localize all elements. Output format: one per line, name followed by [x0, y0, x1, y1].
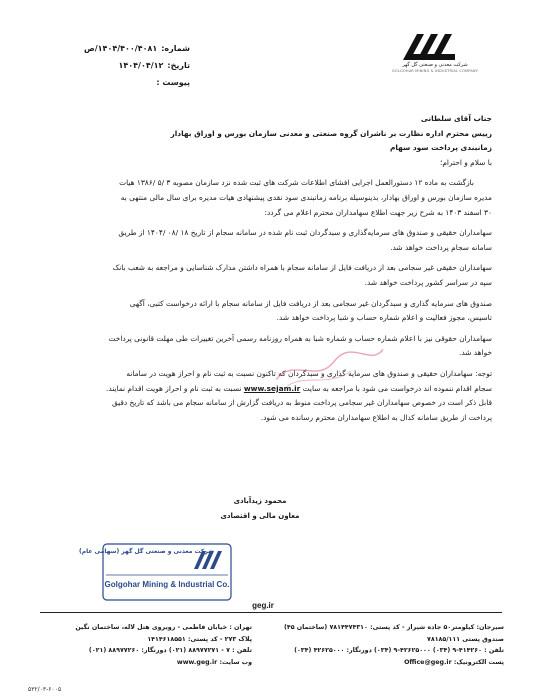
- sejam-after: نسبت به ثبت نام و احراز هویت اقدام نمایند.: [105, 383, 242, 393]
- letter-body: [38, 112, 492, 425]
- footer-divider: [40, 612, 502, 613]
- paragraph-line: صندوق های سرمایه گذاری و سبدگردان غیر سجامی بعد از دریافت فایل از سامانه سجام با ارائه درخواست کتبی، آگهی: [129, 298, 492, 308]
- recipient: جناب آقای سلطانی: [420, 114, 492, 123]
- footer-line: تلفن : ۴۱۴۲۶۰-۹ (۰۳۴) ۴۲۶۲۵۰۰۰-۹ (۰۳۴) دورنگار: ۴۲۶۲۵۰۰۰ (۰۳۴): [294, 647, 504, 654]
- footer-line: سیرجان: کیلومتر۵۰ جاده شیراز - کد پستی: ۷۸۱۴۴۷۴۳۱۰ (ساختمان ۴۵): [283, 624, 504, 631]
- footer-sirjan-address: [283, 622, 504, 668]
- meta-attachment: [70, 74, 190, 91]
- meta-number: [70, 40, 190, 57]
- paragraph-line: مدیره سازمان بورس و اوراق بهادار، بدینوسیله برنامه زمانبندی سود نقدی پیشنهادی هیات مدیره برای سال مالی منتهی به: [120, 192, 492, 202]
- signatory-title: معاون مالی و اقتصادی: [220, 512, 300, 520]
- letter-meta: [70, 40, 190, 91]
- subject: زمانبندی پرداخت سود سهام: [389, 143, 492, 153]
- paragraph-line: سپه در سراسر کشور پرداخت خواهد شد.: [364, 277, 492, 287]
- greeting: با سلام و احترام؛: [439, 157, 492, 167]
- paragraph-line: سهامداران حقوقی نیز با اعلام شماره حساب و شماره شبا به همراه روزنامه رسمی آخرین تغییرات طی مهلت قانونی پرداخت: [108, 333, 492, 343]
- paragraph-6: [38, 367, 492, 396]
- form-code: ۵۳۲/۰۳-۶۰۰۵: [28, 686, 62, 693]
- footer-line: وب سایت: www.geg.ir: [176, 658, 252, 666]
- number-label: شماره:: [161, 44, 190, 53]
- date-value: ۱۴۰۴/۰۴/۱۲: [118, 61, 164, 70]
- paragraph-line: تاسیس، مجوز فعالیت و اعلام شماره حساب و شبا پرداخت خواهد شد.: [276, 313, 492, 323]
- footer-website[interactable]: geg.ir: [238, 601, 288, 610]
- paragraph-line: سهامداران حقیقی و صندوق های سرمایه‌گذاری و سبدگردان ثبت نام شده در سامانه سجام از تاریخ ۱۸ /۰۸ /۱۴۰۴ از طریق: [118, 228, 492, 238]
- stamp-text-en: Golgohar Mining & Industrial Co.: [104, 580, 230, 589]
- meta-date: [70, 57, 190, 74]
- paragraph-line: بازگشت به ماده ۱۲ دستورالعمل اجرایی افشای اطلاعات شرکت های ثبت شده نزد سازمان مصوبه ۳ /۵ /۱۳۸۶ هیات: [119, 178, 474, 188]
- logo-caption-fa: شرکت معدنی و صنعتی گل گهر: [402, 62, 468, 68]
- paragraph-line: سامانه سجام پرداخت خواهد شد.: [390, 242, 492, 252]
- paragraph-5: [38, 332, 492, 361]
- recipient-title: رییس محترم اداره نظارت بر ناشران گروه صنعتی و معدنی سازمان بورس و اوراق بهادار: [170, 128, 492, 138]
- paragraph-line: سهامداران حقیقی غیر سجامی بعد از دریافت فایل از سامانه سجام با همراه داشتن مدارک شناسایی و مراجعه به شعب بانک: [112, 263, 492, 273]
- paragraph-line: خواهد شد.: [459, 348, 492, 358]
- golgohar-logo-icon: [395, 28, 471, 90]
- signature-block: [215, 494, 305, 524]
- paragraph-7: [38, 396, 492, 425]
- stamp-text-fa: شرکت معدنی و صنعتی گل گهر (سهامی عام): [78, 548, 214, 555]
- logo-caption-en: GOLGOHAR MINING & INDUSTRIAL COMPANY: [392, 69, 479, 73]
- paragraph-3: [38, 261, 492, 290]
- footer-line: پلاک ۲۷۳ - کد پستی: ۱۴۱۴۶۱۸۵۵۱: [147, 635, 252, 643]
- paragraph-2: [38, 226, 492, 255]
- sejam-line: [38, 382, 492, 397]
- footer-line: پست الکترونیک: Office@geg.ir: [404, 658, 504, 666]
- paragraph-1: [38, 176, 492, 220]
- footer-tehran-address: [40, 622, 252, 668]
- paragraph-line: ۳۰ اسفند ۱۴۰۳ به شرح زیر جهت اطلاع سهامداران محترم اعلام می گردد:: [264, 207, 492, 217]
- footer-line: تلفن : ۷ - ۸۸۹۷۷۲۷۱ (۰۲۱) دورنگار: ۸۸۹۷۷۲۶۰ (۰۲۱): [88, 647, 252, 654]
- sejam-link[interactable]: www.sejam.ir: [243, 383, 301, 393]
- attachment-label: پیوست :: [156, 78, 190, 87]
- paragraph-line: قابل ذکر است در خصوص سهامداران غیر سجامی پرداخت منوط به دریافت گزارش از سامانه سجام می باشد که تاریخ دقیق: [111, 398, 492, 408]
- date-label: تاریخ:: [167, 61, 190, 70]
- sejam-before: سجام اقدام ننموده اند درخواست می شود با مراجعه به سایت: [302, 383, 492, 393]
- footer-line: صندوق پستی ۷۸۱۸۵/۱۱۱: [427, 635, 504, 643]
- paragraph-line: توجه: سهامداران حقیقی و صندوق های سرمایه گذاری و سبدگردان که تاکنون نسبت به ثبت نام و احراز هویت در سامانه: [126, 368, 492, 378]
- paragraph-line: پرداخت از طریق سامانه کدال به اطلاع سهامداران محترم رسانده می شود.: [260, 412, 492, 422]
- number-value: ۱۴۰۴/۴۰۰/۴۰۸۱/ص: [83, 44, 158, 53]
- footer-line: تهران : خیابان فاطمی - روبروی هتل لاله، ساختمان نگین: [75, 624, 252, 631]
- signatory-name: محمود زیدآبادی: [233, 497, 287, 505]
- paragraph-4: [38, 297, 492, 326]
